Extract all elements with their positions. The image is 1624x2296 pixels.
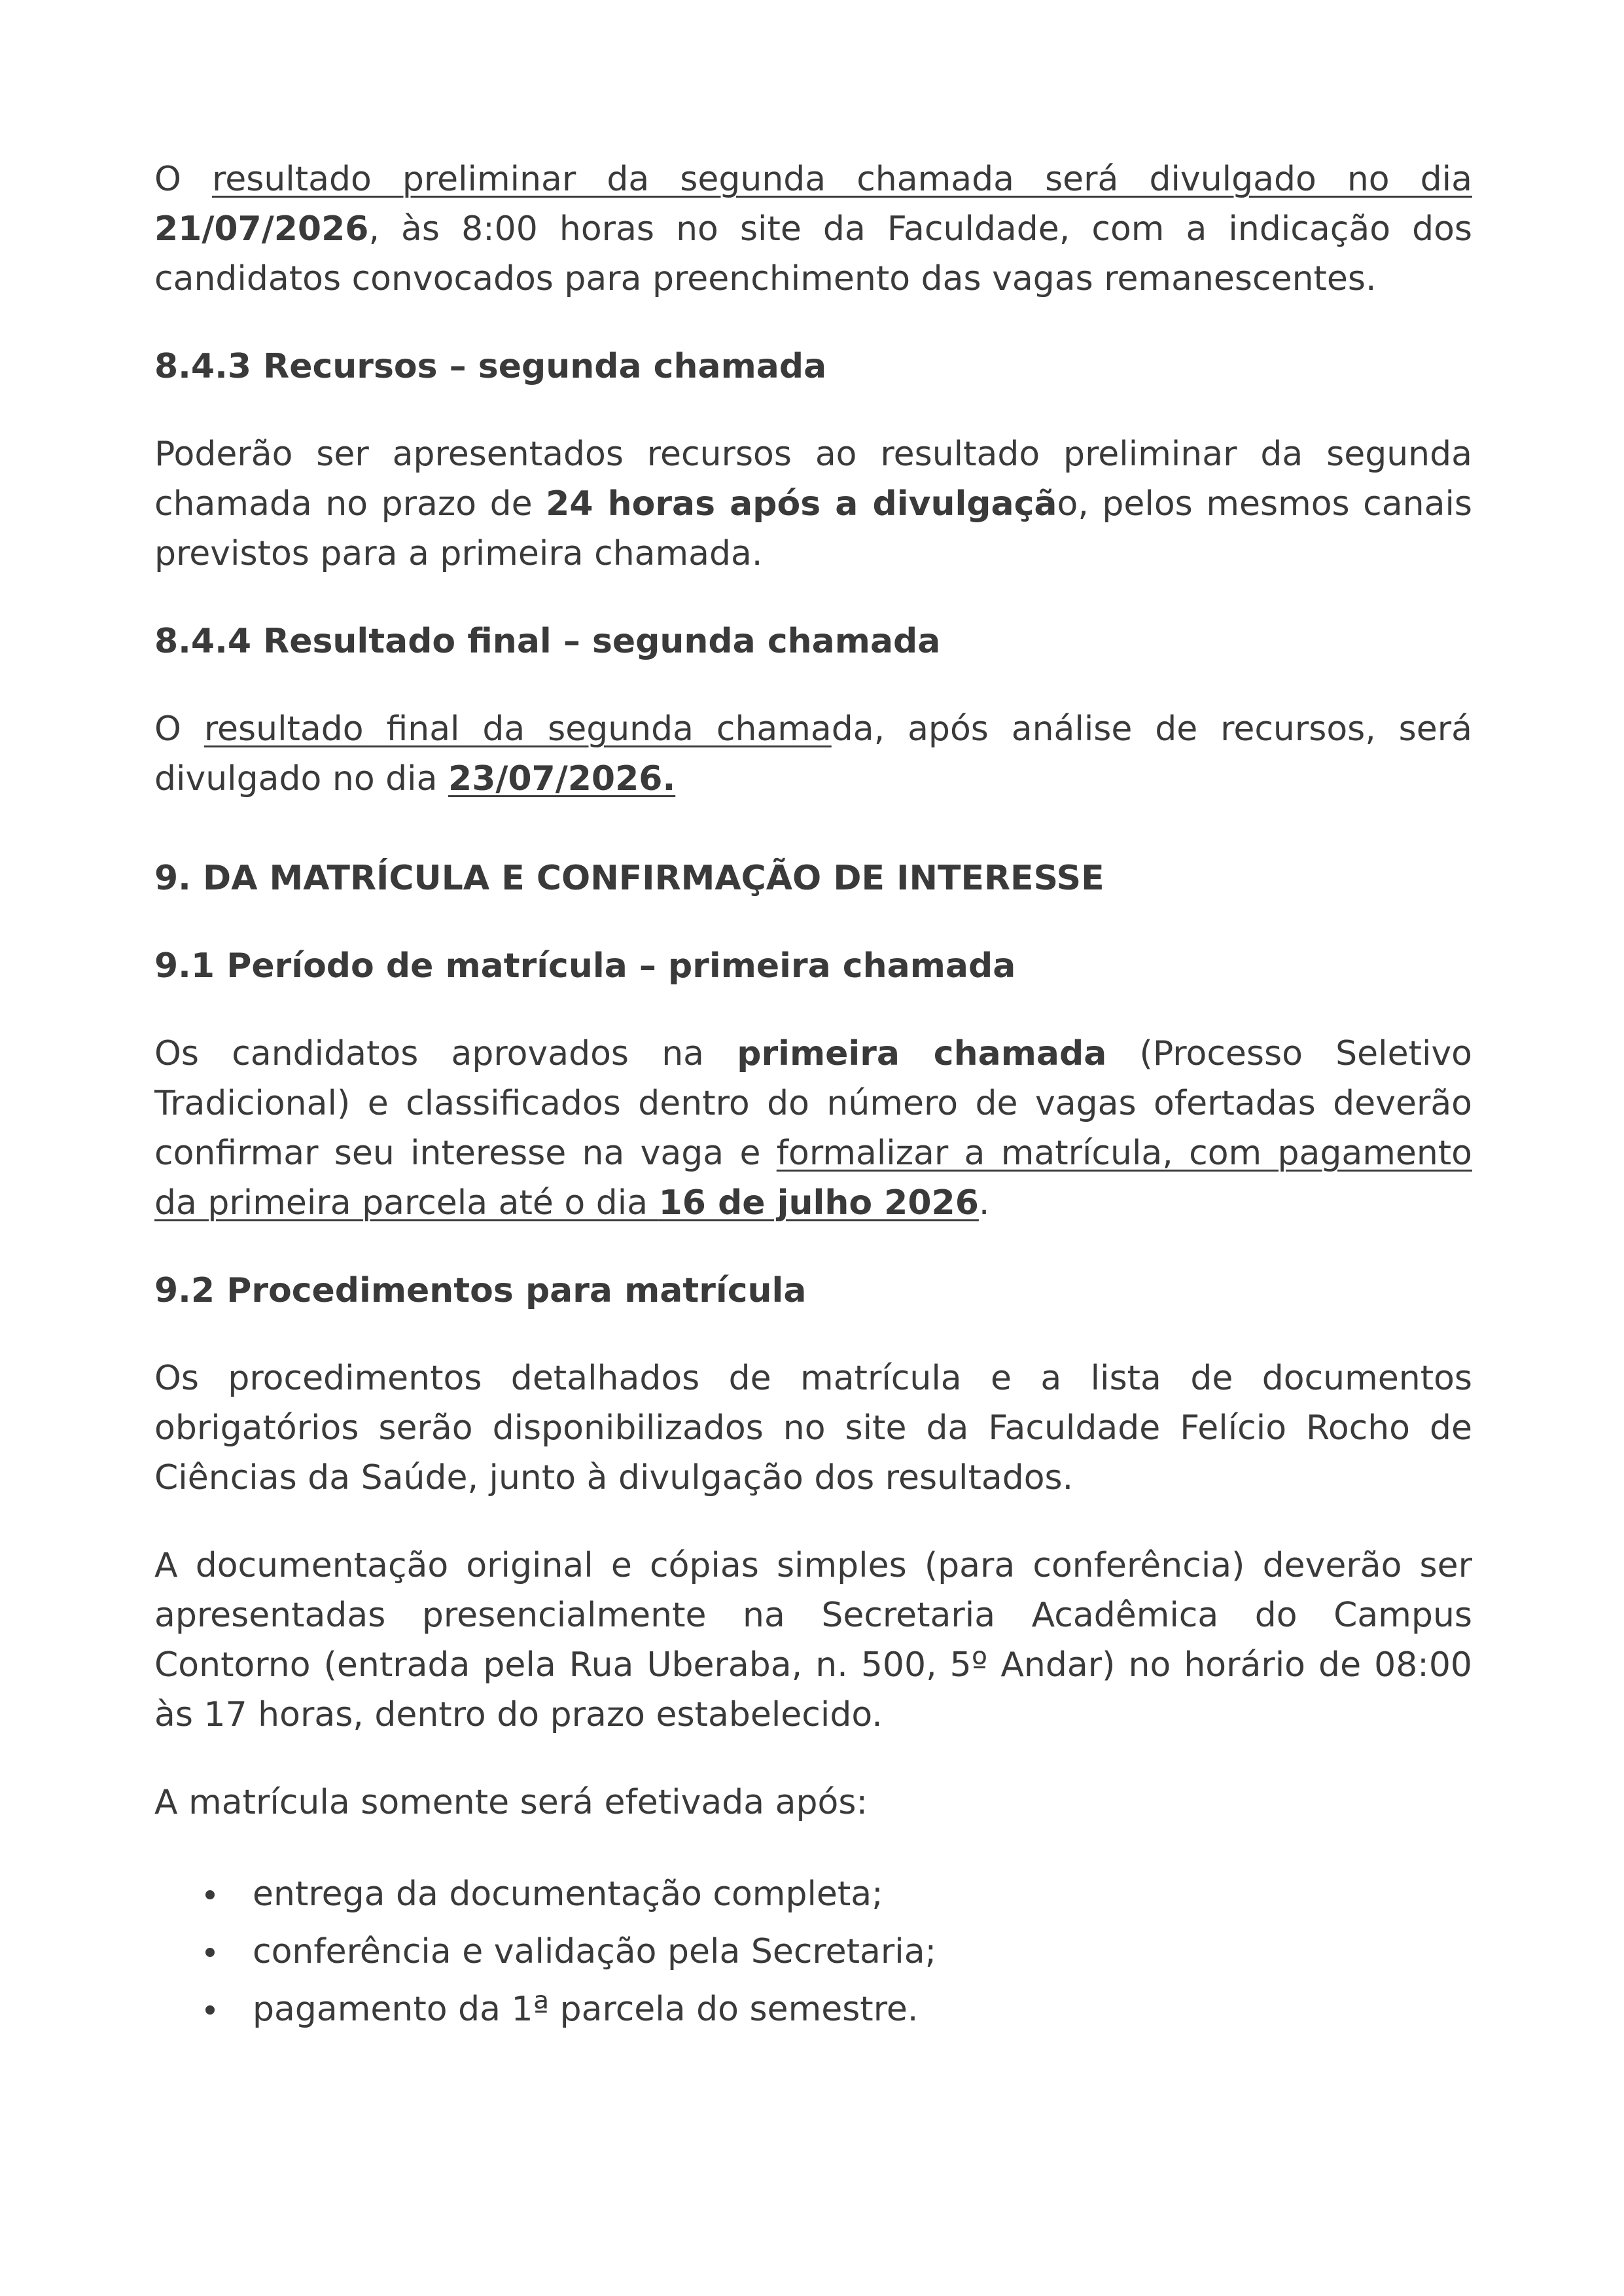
date-bold-underlined: 16 de julho 2026 <box>658 1183 979 1223</box>
list-item-text: conferência e validação pela Secretaria; <box>253 1932 937 1971</box>
paragraph-procedimentos: Os procedimentos detalhados de matrícula e a lista de documentos obrigatórios serão disponibilizados no site da Faculdade Felício Rocho de Ciências da Saúde, junto à divulgação dos resultados. <box>154 1359 1472 1498</box>
underlined-text: resultado final da segunda chama <box>203 709 832 749</box>
bullet-icon <box>205 1948 215 1957</box>
section-heading-8-4-4: 8.4.4 Resultado final – segunda chamada <box>154 622 941 661</box>
text-span: O <box>154 709 204 749</box>
text-span: O <box>154 160 212 199</box>
section-heading-9-2: 9.2 Procedimentos para matrícula <box>154 1271 807 1310</box>
section-heading-9-1: 9.1 Período de matrícula – primeira chamada <box>154 946 1016 986</box>
list-item-text: pagamento da 1ª parcela do semestre. <box>253 1990 919 2029</box>
text-span: , às 8:00 horas no site da Faculdade, com a indicação dos candidatos convocados para preenchimento das vagas remanescentes. <box>154 209 1472 298</box>
paragraph-recursos <box>154 429 1472 579</box>
date-bold: 21/07/2026 <box>154 209 369 249</box>
text-span: o, pelos mesmos canais previstos para a primeira chamada. <box>154 484 1472 573</box>
date-bold-underlined: 23/07/2026. <box>448 759 676 798</box>
paragraph-matricula-efetivada: A matrícula somente será efetivada após: <box>154 1783 868 1822</box>
bullet-icon <box>205 2005 215 2015</box>
text-span: Os candidatos aprovados na <box>154 1034 737 1073</box>
paragraph-resultado-preliminar <box>154 154 1472 304</box>
text-span: . <box>978 1183 990 1223</box>
list-item <box>154 1981 1472 2038</box>
text-span: Poderão ser apresentados recursos ao resultado preliminar da segunda chamada no prazo de <box>154 435 1472 524</box>
underlined-text: resultado preliminar da segunda chamada será divulgado no dia <box>212 160 1472 199</box>
bold-text: 24 horas após a divulgaçã <box>546 484 1057 524</box>
text-span: da, após análise de recursos, será divulgado no dia <box>154 709 1472 798</box>
text-span: (Processo Seletivo Tradicional) e classificados dentro do número de vagas ofertadas deverão confirmar seu interesse na vaga e <box>154 1034 1472 1173</box>
underlined-text: formalizar a matrícula, com pagamento da primeira parcela até o dia <box>154 1134 1472 1223</box>
bullet-icon <box>205 1890 215 1899</box>
list-item <box>154 1923 1472 1981</box>
section-heading-9: 9. DA MATRÍCULA E CONFIRMAÇÃO DE INTERESSE <box>154 859 1104 898</box>
paragraph-periodo-matricula <box>154 1029 1472 1228</box>
bold-text: primeira chamada <box>737 1034 1107 1073</box>
paragraph-resultado-final <box>154 704 1472 804</box>
list-item <box>154 1865 1472 1923</box>
requirements-list <box>154 1865 1472 2038</box>
list-item-text: entrega da documentação completa; <box>253 1874 883 1914</box>
section-heading-8-4-3: 8.4.3 Recursos – segunda chamada <box>154 347 827 386</box>
paragraph-documentacao: A documentação original e cópias simples (para conferência) deverão ser apresentadas presencialmente na Secretaria Acadêmica do Campus Contorno (entrada pela Rua Uberaba, n. 500, 5º Andar) no horário de 08:00 às 17 horas, dentro do prazo estabelecido. <box>154 1546 1472 1734</box>
document-page <box>154 154 1472 2038</box>
